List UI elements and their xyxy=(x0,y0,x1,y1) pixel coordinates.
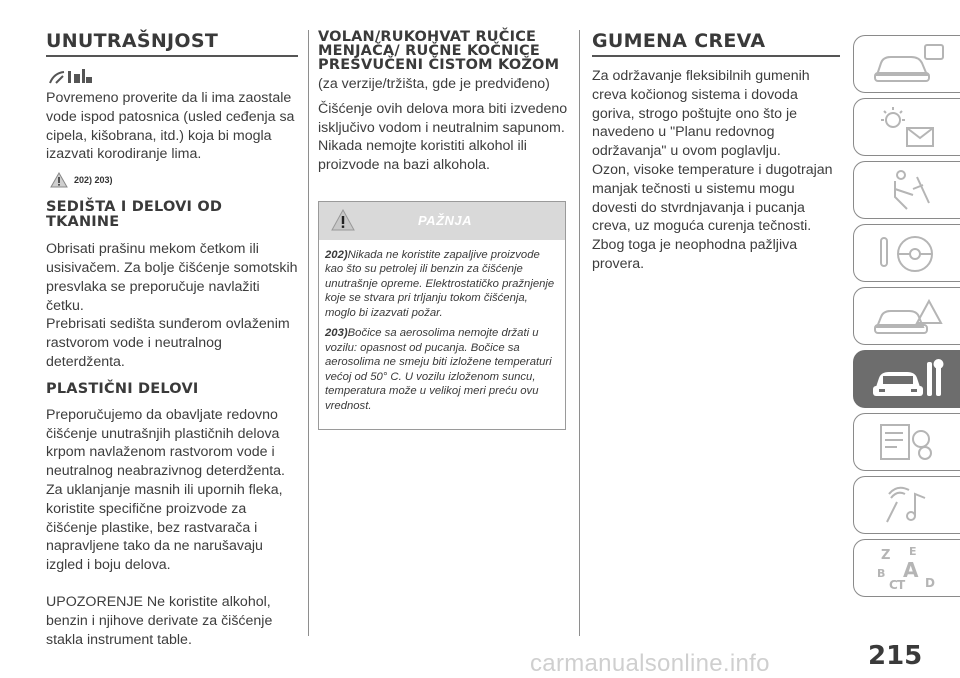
index-letter: T xyxy=(897,578,906,592)
title-rule xyxy=(46,55,298,57)
warning-reference xyxy=(50,170,298,190)
column-leather xyxy=(318,30,568,430)
watermark-text: carmanualsonline.info xyxy=(530,650,770,677)
tab-index[interactable] xyxy=(853,539,960,597)
index-letter: C xyxy=(889,578,898,592)
multimedia-icon xyxy=(867,482,947,528)
tab-warning-lights[interactable] xyxy=(853,98,960,156)
tab-technical-data[interactable] xyxy=(853,413,960,471)
leather-subtitle: (za verzije/tržišta, gde je predviđeno) xyxy=(318,76,550,92)
heading-plastic-parts: PLASTIČNI DELOVI xyxy=(46,380,199,397)
column-interior xyxy=(46,30,298,649)
seat-belt-safety-icon xyxy=(867,167,947,213)
section-title-leather: VOLAN/RUKOHVAT RUČICE MENJAČA/ RUČNE KOČNICE PRESVUČENI ČISTOM KOŽOM xyxy=(318,29,560,73)
leather-text: Čišćenje ovih delova mora biti izvedeno isključivo vodom i neutralnim sapunom. Nikada nemojte koristiti alkohol ili proizvode na bazi alkohola. xyxy=(318,100,568,174)
caution-text: UPOZORENJE Ne koristite alkohol, benzin i njihove derivate za čišćenje stakla instrument table. xyxy=(46,593,273,648)
column-divider xyxy=(579,30,580,636)
index-letters-icon xyxy=(867,543,947,593)
car-wrench-icon xyxy=(867,356,947,402)
tab-safety[interactable] xyxy=(853,161,960,219)
index-letter: D xyxy=(925,576,935,590)
gauge-icon xyxy=(46,65,96,87)
warning-lights-icon xyxy=(867,104,947,150)
tab-starting-driving[interactable] xyxy=(853,224,960,282)
warning-box xyxy=(318,201,566,431)
warning-triangle-icon xyxy=(50,172,68,188)
seats-text: Obrisati prašinu mekom četkom ili usisivačem. Za bolje čišćenje somotskih presvlaka se preporučuje navlažiti četku. Prebrisati sedišta sunđerom ovlaženim rastvorom vode i neutralnog deterdženta. xyxy=(46,241,298,370)
technical-data-gears-icon xyxy=(867,419,947,465)
steering-wheel-key-icon xyxy=(867,230,947,276)
warning-item xyxy=(325,248,559,321)
tab-maintenance[interactable] xyxy=(853,350,960,408)
column-divider xyxy=(308,30,309,636)
warning-item xyxy=(325,326,559,413)
index-letter: A xyxy=(903,558,919,582)
index-letter: Z xyxy=(881,548,891,563)
section-title-hoses: GUMENA CREVA xyxy=(592,30,766,52)
warning-box-body xyxy=(319,240,565,430)
car-breakdown-icon xyxy=(867,293,947,339)
warning-box-title: PAŽNJA xyxy=(417,213,473,229)
intro-text: Povremeno proverite da li ima zaostale vode ispod patosnica (usled ceđenja sa cipela, kišobrana, itd.) koja bi mogla izazvati korodiranje lima. xyxy=(46,90,295,163)
page-number: 215 xyxy=(868,641,923,671)
column-hoses xyxy=(592,30,840,274)
title-rule xyxy=(592,55,840,57)
warning-item-text: Bočice sa aerosolima nemojte držati u vozilu: opasnost od pucanja. Bočice sa aerosolima ne smeju biti izložene temperaturi većoj od 50° C. U vozilu izloženom suncu, temperatura može u velikoj meri preću ovu vrednost. xyxy=(325,327,552,412)
gauge-icon-row xyxy=(46,65,298,87)
warning-box-header xyxy=(319,202,565,240)
warning-item-number: 202) xyxy=(325,248,348,261)
tab-multimedia[interactable] xyxy=(853,476,960,534)
chapter-tabs xyxy=(853,35,960,602)
warning-triangle-icon xyxy=(331,209,355,231)
index-letter: B xyxy=(877,567,886,580)
reference-numbers: 202) 203) xyxy=(74,175,113,186)
tab-emergency[interactable] xyxy=(853,287,960,345)
car-dashboard-icon xyxy=(867,41,947,87)
index-letter: E xyxy=(909,545,917,558)
warning-item-number: 203) xyxy=(325,327,348,340)
plastic-text: Preporučujemo da obavljate redovno čišćenje unutrašnjih plastičnih delova krpom navlaženom rastvorom vode i neutralnog neabrazivnog deterdženta. Za uklanjanje masnih ili upornih fleka, koristite specifične proizvode za čišćenje plastike, bez rastvarača i napravljene tako da ne narušavaju izgled i boju delova. xyxy=(46,406,285,574)
hoses-text: Za održavanje fleksibilnih gumenih creva kočionog sistema i dovoda goriva, strogo poštujte ono što je navedeno u "Planu redovnog održavanja" u ovom poglavlju. Ozon, visoke temperature i dugotrajan manjak tečnosti u sistemu mogu dovesti do stvrdnjavanja i pucanja creva, uz moguća curenja tečnosti. Zbog toga je neophodna pažljiva provera. xyxy=(592,68,833,272)
heading-seats-fabric: SEDIŠTA I DELOVI OD TKANINE xyxy=(46,199,223,231)
section-title-interior: UNUTRAŠNJOST xyxy=(46,30,219,52)
warning-item-text: Nikada ne koristite zapaljive proizvode kao što su petrolej ili benzin za čišćenje unutrašnje opreme. Elektrostatičko pražnjenje koje se stvara pri trljanju tokom čišćenja, moglo bi izazvati požar. xyxy=(325,248,555,319)
tab-car-dashboard[interactable] xyxy=(853,35,960,93)
